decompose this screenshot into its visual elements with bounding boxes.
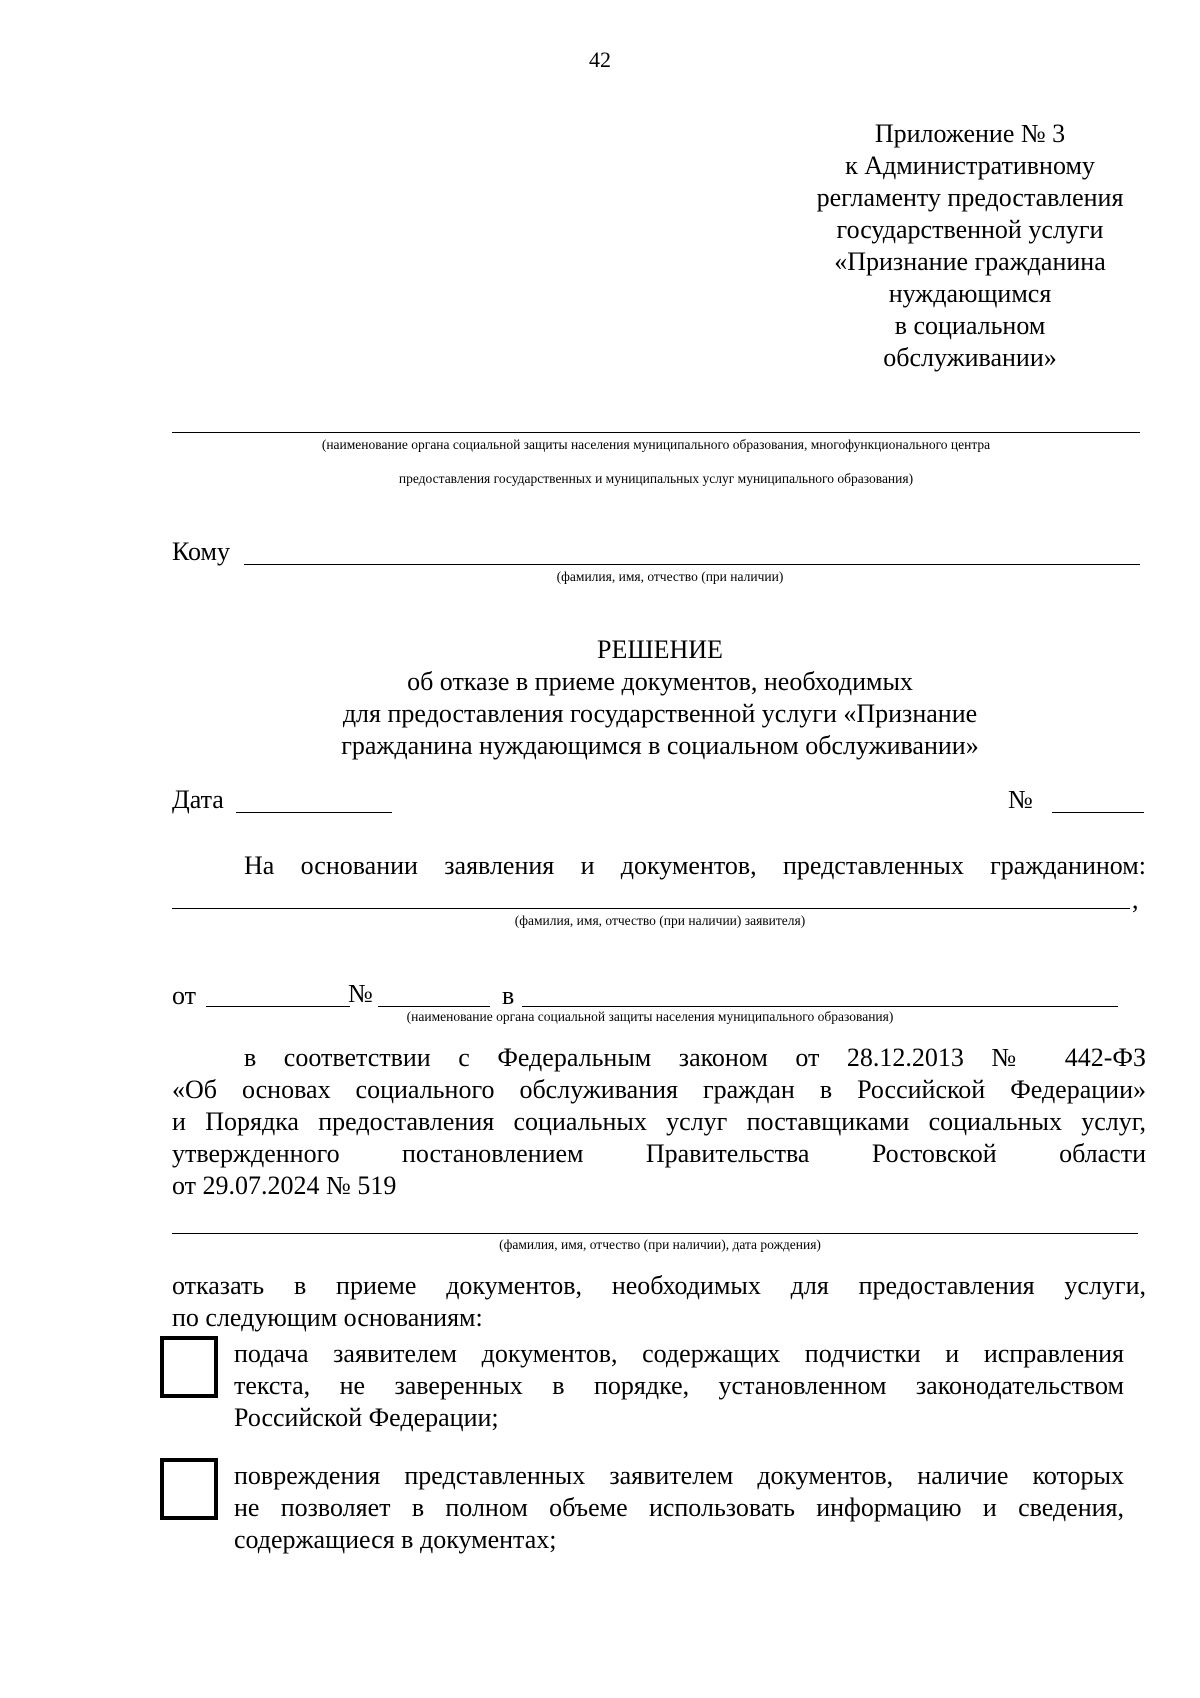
appendix-block bbox=[790, 118, 1150, 374]
number-label: № bbox=[1008, 785, 1033, 814]
reason-2-line2: не позволяет в полном объеме использовать информацию и сведения, bbox=[234, 1493, 1124, 1522]
applicant-caption: (фамилия, имя, отчество (при наличии) заявителя) bbox=[514, 913, 806, 928]
from-in-label: в bbox=[502, 981, 515, 1010]
reason-2-line1: повреждения представленных заявителем документов, наличие которых bbox=[234, 1461, 1124, 1490]
appendix-line: Приложение № 3 bbox=[874, 119, 1066, 148]
reason-1-line1: подача заявителем документов, содержащих подчистки и исправления bbox=[234, 1339, 1124, 1368]
basis-text: На основании заявления и документов, представленных гражданином: bbox=[244, 851, 1146, 880]
refuse-line2: по следующим основаниям: bbox=[172, 1303, 483, 1332]
date-field-line bbox=[236, 812, 392, 813]
page-number: 42 bbox=[589, 47, 611, 72]
person-caption: (фамилия, имя, отчество (при наличии), дата рождения) bbox=[499, 1237, 821, 1252]
to-field-line bbox=[244, 564, 1140, 565]
appendix-line: в социальном bbox=[894, 311, 1046, 340]
number-field-line bbox=[1052, 812, 1144, 813]
reason-checkbox-2[interactable] bbox=[160, 1458, 218, 1520]
decision-title-line1: об отказе в приеме документов, необходимых bbox=[407, 667, 913, 696]
appendix-line: «Признание гражданина bbox=[834, 247, 1106, 276]
from-caption: (наименование органа социальной защиты населения муниципального образования) bbox=[406, 1009, 894, 1024]
org-caption-line2: предоставления государственных и муниципальных услуг муниципального образования) bbox=[398, 471, 914, 486]
org-name-line bbox=[172, 432, 1140, 433]
to-label: Кому bbox=[172, 537, 231, 566]
appendix-line: нуждающимся bbox=[888, 279, 1052, 308]
from-label: от bbox=[172, 981, 197, 1010]
refuse-line1: отказать в приеме документов, необходимых для предоставления услуги, bbox=[172, 1271, 1146, 1300]
decision-title-line2: для предоставления государственной услуги «Признание bbox=[342, 699, 978, 728]
law-line5: от 29.07.2024 № 519 bbox=[172, 1171, 397, 1200]
appendix-line: к Административному bbox=[845, 151, 1095, 180]
decision-title-line3: гражданина нуждающимся в социальном обслуживании» bbox=[341, 731, 979, 760]
law-line2: «Об основах социального обслуживания граждан в Российской Федерации» bbox=[172, 1075, 1146, 1104]
to-caption: (фамилия, имя, отчество (при наличии) bbox=[556, 569, 784, 584]
date-label: Дата bbox=[172, 785, 224, 814]
reason-checkbox-1[interactable] bbox=[160, 1336, 218, 1398]
applicant-name-line bbox=[172, 908, 1130, 909]
appendix-line: обслуживании» bbox=[883, 343, 1057, 372]
appendix-line: государственной услуги bbox=[836, 215, 1104, 244]
reason-1-line3: Российской Федерации; bbox=[234, 1403, 499, 1432]
basis-comma: , bbox=[1132, 885, 1139, 914]
law-line4: утвержденного постановлением Правительства Ростовской области bbox=[172, 1139, 1146, 1168]
law-line3: и Порядка предоставления социальных услуг поставщиками социальных услуг, bbox=[172, 1107, 1146, 1136]
from-date-line bbox=[206, 1006, 350, 1007]
from-org-line bbox=[522, 1006, 1118, 1007]
from-number-label: № bbox=[348, 979, 373, 1008]
reason-1-line2: текста, не заверенных в порядке, установленном законодательством bbox=[234, 1371, 1124, 1400]
from-number-line bbox=[378, 1006, 490, 1007]
person-line bbox=[172, 1233, 1138, 1234]
org-caption-line1: (наименование органа социальной защиты населения муниципального образования, многофункционального центра bbox=[321, 437, 991, 452]
law-line1: в соответствии с Федеральным законом от 28.12.2013 № 442-ФЗ bbox=[244, 1043, 1146, 1072]
reason-2-line3: содержащиеся в документах; bbox=[234, 1525, 557, 1554]
decision-heading: РЕШЕНИЕ bbox=[597, 635, 723, 664]
appendix-line: регламенту предоставления bbox=[816, 183, 1124, 212]
